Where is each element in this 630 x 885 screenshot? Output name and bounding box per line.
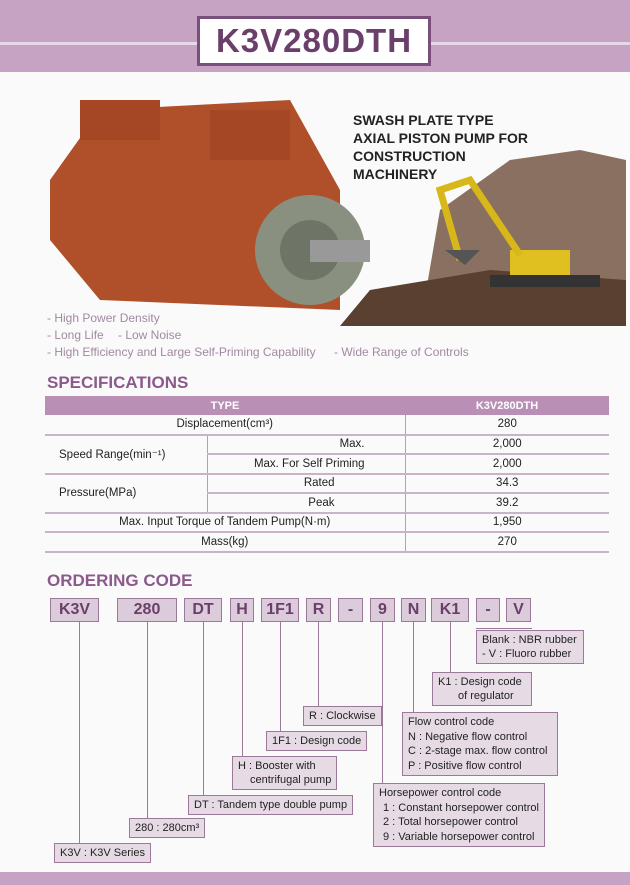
desc-line: N : Negative flow control	[408, 730, 528, 743]
code-box: K3V	[50, 598, 99, 622]
feature: - Low Noise	[118, 328, 182, 342]
code-box: V	[506, 598, 531, 622]
col-header: K3V280DTH	[405, 396, 609, 415]
feature: - High Power Density	[47, 311, 160, 325]
desc-line: 9 : Variable horsepower control	[383, 830, 535, 843]
code-box: -	[476, 598, 500, 622]
desc-line: H : Booster with	[238, 760, 316, 772]
table-row	[45, 415, 609, 435]
page-title: K3V280DTH	[197, 16, 431, 66]
connector-line	[242, 622, 243, 756]
connector-line	[476, 628, 532, 629]
desc-line: Blank : NBR rubber	[482, 634, 577, 646]
desc-line: 1 : Constant horsepower control	[383, 801, 539, 814]
ordering-code-heading: ORDERING CODE	[47, 571, 193, 590]
code-box: N	[401, 598, 426, 622]
headline-line: CONSTRUCTION	[353, 148, 466, 164]
cell: Displacement(cm³)	[45, 415, 405, 435]
code-box: 1F1	[261, 598, 299, 622]
desc-h	[232, 756, 337, 790]
desc-line: 2 : Total horsepower control	[383, 816, 518, 828]
desc-line: P : Positive flow control	[408, 759, 522, 772]
col-header: TYPE	[45, 396, 405, 415]
desc-line: - V : Fluoro rubber	[482, 648, 572, 660]
desc-flow	[402, 712, 558, 776]
code-box: 280	[117, 598, 177, 622]
connector-line	[79, 622, 80, 843]
feature: - Long Life	[47, 328, 104, 342]
code-box: DT	[184, 598, 222, 622]
headline-line: AXIAL PISTON PUMP FOR	[353, 130, 529, 146]
table-row	[45, 513, 609, 533]
cell: 1,950	[405, 513, 609, 533]
connector-line	[382, 622, 383, 783]
desc-seal	[476, 630, 584, 664]
specifications-heading: SPECIFICATIONS	[47, 373, 189, 392]
cell: Peak	[207, 493, 405, 513]
connector-line	[280, 622, 281, 731]
cell: Pressure(MPa)	[45, 474, 207, 513]
cell: Max. For Self Priming	[207, 454, 405, 474]
cell: 2,000	[405, 435, 609, 455]
pump-image	[50, 100, 370, 310]
desc-line: Horsepower control code	[379, 787, 502, 799]
cell: Max.	[207, 435, 405, 455]
desc-horsepower	[373, 783, 545, 847]
desc-280: 280 : 280cm³	[129, 818, 205, 838]
cell: 34.3	[405, 474, 609, 494]
desc-k1	[432, 672, 532, 706]
table-row	[45, 474, 609, 494]
feature: - High Efficiency and Large Self-Priming Capability	[47, 345, 316, 359]
code-box: H	[230, 598, 254, 622]
cell: 280	[405, 415, 609, 435]
footer-band	[0, 872, 630, 885]
code-box: R	[306, 598, 331, 622]
desc-1f1: 1F1 : Design code	[266, 731, 367, 751]
desc-line: C : 2-stage max. flow control	[408, 745, 548, 757]
table-row	[45, 532, 609, 552]
connector-line	[413, 622, 414, 712]
cell: 2,000	[405, 454, 609, 474]
headline-line: SWASH PLATE TYPE	[353, 112, 494, 128]
headline	[353, 111, 528, 183]
desc-line: K1 : Design code	[438, 676, 522, 688]
code-box: K1	[431, 598, 469, 622]
code-box: -	[338, 598, 363, 622]
headline-line: MACHINERY	[353, 166, 438, 182]
desc-line: centrifugal pump	[250, 774, 332, 786]
product-photo	[40, 90, 626, 326]
connector-line	[450, 622, 451, 672]
cell: Mass(kg)	[45, 532, 405, 552]
cell: Max. Input Torque of Tandem Pump(N·m)	[45, 513, 405, 533]
desc-dt: DT : Tandem type double pump	[188, 795, 353, 815]
desc-k3v: K3V : K3V Series	[54, 843, 151, 863]
cell: Speed Range(min⁻¹)	[45, 435, 207, 474]
connector-line	[147, 622, 148, 818]
table-row	[45, 435, 609, 455]
connector-line	[318, 622, 319, 706]
feature: - Wide Range of Controls	[334, 345, 469, 359]
cell: Rated	[207, 474, 405, 494]
desc-r: R : Clockwise	[303, 706, 382, 726]
specifications-table	[45, 396, 609, 553]
connector-line	[203, 622, 204, 795]
cell: 39.2	[405, 493, 609, 513]
code-box: 9	[370, 598, 395, 622]
desc-line: of regulator	[458, 690, 514, 702]
cell: 270	[405, 532, 609, 552]
desc-line: Flow control code	[408, 716, 495, 728]
